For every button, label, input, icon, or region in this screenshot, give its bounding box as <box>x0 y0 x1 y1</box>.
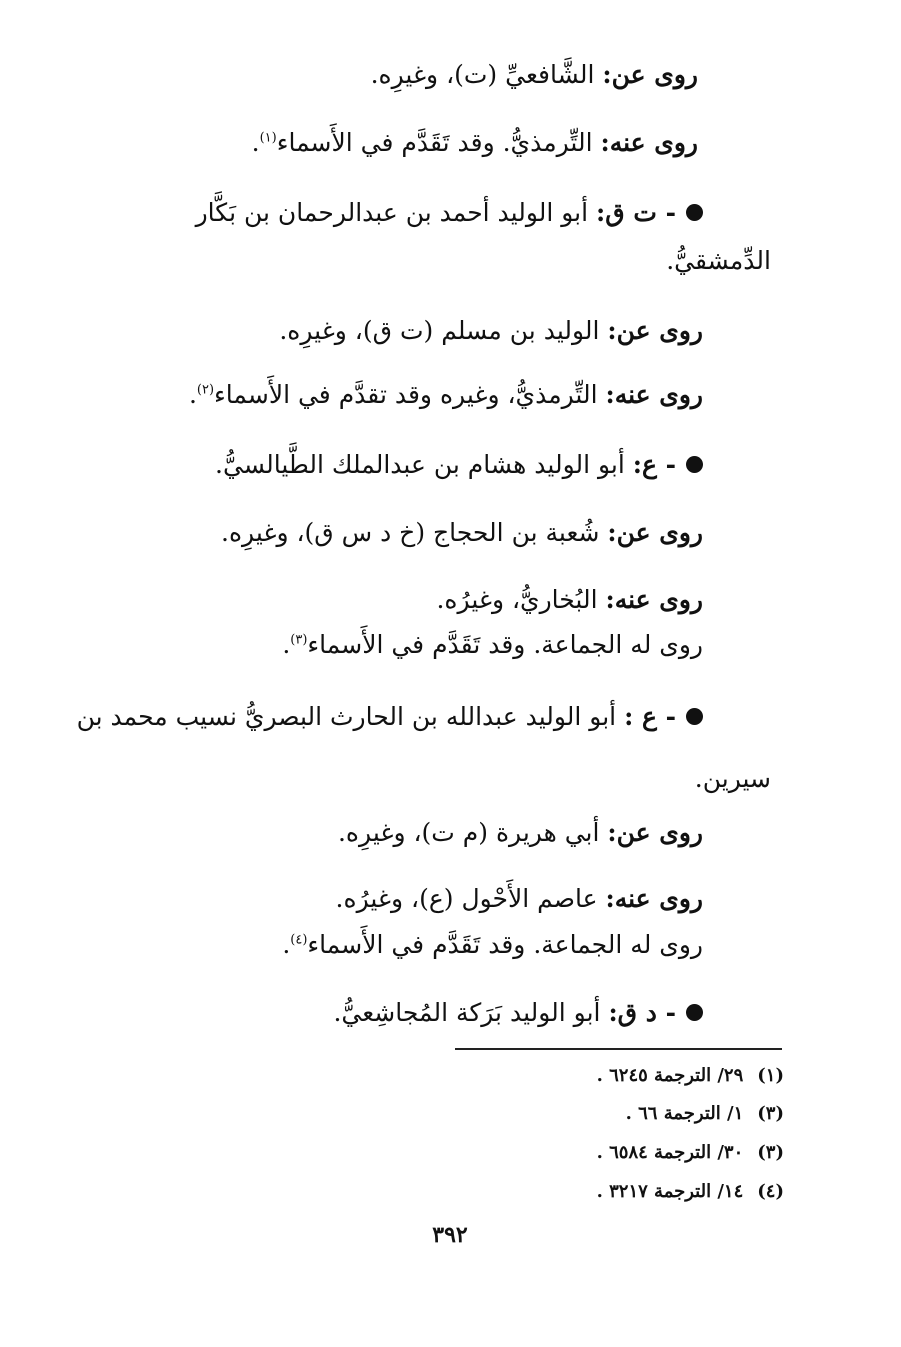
narration-line <box>371 58 698 92</box>
footnote-number: (١) <box>757 1065 784 1086</box>
footnote-text: ١٤/ الترجمة ٣٢١٧ . <box>596 1181 744 1202</box>
footnote-ref[interactable]: (٢) <box>196 382 215 398</box>
narrated-from-label: روى عن: <box>602 60 698 89</box>
narration-text: التِّرمذيُّ، وغيره وقد تقدَّم في الأَسماء <box>214 380 606 409</box>
narration-text: البُخاريُّ، وغيرُه. <box>436 585 606 614</box>
narration-line <box>436 583 703 617</box>
narration-line <box>282 928 703 962</box>
footnote-item <box>597 1180 784 1204</box>
narrated-by-label: روى عنه: <box>600 128 698 157</box>
narrated-from-label: روى عن: <box>607 518 703 547</box>
entry-title: أبو الوليد بَرَكة المُجاشِعيُّ. <box>333 998 609 1027</box>
narration-line <box>338 816 703 850</box>
narrated-by-label: روى عنه: <box>605 884 703 913</box>
entry-marker: - ع : <box>624 702 676 731</box>
narration-line <box>282 628 703 662</box>
footnote-item <box>597 1064 784 1088</box>
footnote-text: ٢٩/ الترجمة ٦٢٤٥ . <box>596 1065 744 1086</box>
line-tail: . <box>251 128 260 157</box>
entry-heading <box>333 996 703 1030</box>
footnote-ref[interactable]: (١) <box>259 130 277 146</box>
footnote-number: (٣) <box>757 1142 784 1163</box>
footnote-item <box>626 1102 784 1126</box>
entry-marker: - ت ق: <box>596 198 676 227</box>
narration-text: الشَّافعيِّ (ت)، وغيرِه. <box>370 60 603 89</box>
entry-heading <box>196 196 703 230</box>
narration-line <box>336 882 703 916</box>
entry-marker: - د ق: <box>608 998 676 1027</box>
entry-continuation <box>695 762 771 796</box>
narration-line <box>252 126 698 160</box>
footnote-number: (٣) <box>757 1103 784 1124</box>
narrated-from-label: روى عن: <box>607 316 703 345</box>
page-number: ٣٩٢ <box>432 1222 468 1248</box>
narration-text: أبي هريرة (م ت)، وغيرِه. <box>337 818 608 847</box>
narration-text: روى له الجماعة. وقد تَقَدَّم في الأَسماء <box>307 630 703 659</box>
footnote-ref[interactable]: (٣) <box>290 632 308 648</box>
footnote-text: ١/ الترجمة ٦٦ . <box>625 1103 744 1124</box>
footnote-divider <box>455 1048 782 1050</box>
line-tail: . <box>282 630 291 659</box>
entry-title-continued: سيرين. <box>694 764 771 793</box>
footnote-number: (٤) <box>757 1181 784 1202</box>
bullet-dot-icon <box>686 456 703 473</box>
footnote-text: ٣٠/ الترجمة ٦٥٨٤ . <box>596 1142 744 1163</box>
narration-text: شُعبة بن الحجاج (خ د س ق)، وغيرِه. <box>221 518 608 547</box>
bullet-dot-icon <box>686 1004 703 1021</box>
narration-text: التِّرمذيُّ. وقد تَقَدَّم في الأَسماء <box>276 128 601 157</box>
entry-heading <box>215 448 703 482</box>
bullet-dot-icon <box>686 708 703 725</box>
narrated-by-label: روى عنه: <box>605 380 703 409</box>
entry-title-continued: الدِّمشقيُّ. <box>666 246 771 275</box>
entry-marker: - ع: <box>632 450 676 479</box>
narration-text: الوليد بن مسلم (ت ق)، وغيرِه. <box>279 316 608 345</box>
entry-continuation <box>666 244 771 278</box>
line-tail: . <box>188 380 197 409</box>
entry-title: أبو الوليد هشام بن عبدالملك الطَّيالسيُّ. <box>215 450 633 479</box>
narration-line <box>221 516 703 550</box>
entry-heading <box>77 700 703 734</box>
footnote-item <box>597 1141 784 1165</box>
footnote-ref[interactable]: (٤) <box>290 932 308 948</box>
narrated-from-label: روى عن: <box>607 818 703 847</box>
bullet-dot-icon <box>686 204 703 221</box>
narration-text: روى له الجماعة. وقد تَقَدَّم في الأَسماء <box>307 930 703 959</box>
entry-title: أبو الوليد عبدالله بن الحارث البصريُّ نسيب محمد بن <box>76 702 625 731</box>
narration-text: عاصم الأَحْول (ع)، وغيرُه. <box>335 884 606 913</box>
narration-line <box>189 378 703 412</box>
entry-title: أبو الوليد أحمد بن عبدالرحمان بن بَكَّار <box>195 198 597 227</box>
narration-line <box>279 314 703 348</box>
line-tail: . <box>282 930 291 959</box>
narrated-by-label: روى عنه: <box>605 585 703 614</box>
